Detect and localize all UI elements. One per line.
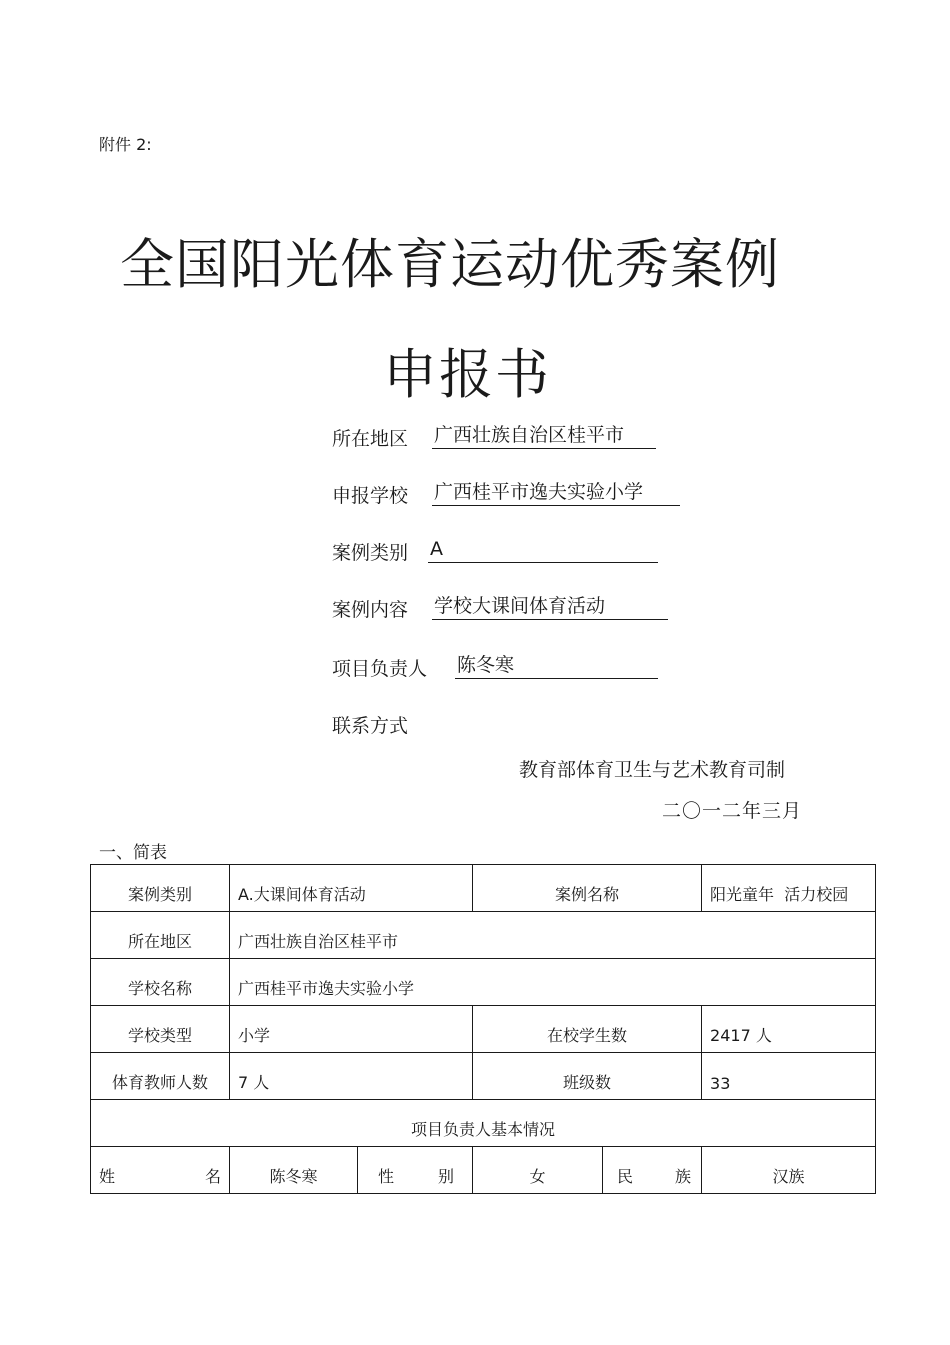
section-title: 一、简表 [99, 843, 167, 863]
case-name-value: 阳光童年 活力校园 [702, 865, 876, 912]
field-label-contact: 联系方式 [332, 715, 409, 737]
gender-label: 性别 [358, 1147, 473, 1194]
ethnicity-value: 汉族 [702, 1147, 876, 1194]
students-value: 2417 人 [702, 1006, 876, 1053]
issuer: 教育部体育卫生与艺术教育司制 [519, 759, 786, 781]
field-value-category: A [428, 536, 658, 563]
students-label: 在校学生数 [473, 1006, 702, 1053]
school-name-value: 广西桂平市逸夫实验小学 [230, 959, 876, 1006]
field-value-content: 学校大课间体育活动 [432, 593, 668, 620]
name-label: 姓名 [91, 1147, 230, 1194]
document-title: 全国阳光体育运动优秀案例 [120, 233, 780, 296]
classes-value: 33 [702, 1053, 876, 1100]
table-row [91, 865, 876, 912]
school-type-value: 小学 [230, 1006, 473, 1053]
pe-teachers-label: 体育教师人数 [91, 1053, 230, 1100]
field-label-school: 申报学校 [332, 485, 409, 507]
summary-table [90, 864, 876, 1194]
table-row [91, 1100, 876, 1147]
gender-value: 女 [473, 1147, 603, 1194]
field-label-category: 案例类别 [332, 542, 409, 564]
table-row [91, 1053, 876, 1100]
case-category-value: A.大课间体育活动 [230, 865, 473, 912]
classes-label: 班级数 [473, 1053, 702, 1100]
leader-section-heading: 项目负责人基本情况 [91, 1100, 876, 1147]
issue-date: 二〇一二年三月 [662, 800, 803, 822]
field-value-region: 广西壮族自治区桂平市 [432, 422, 656, 449]
region-label: 所在地区 [91, 912, 230, 959]
attachment-label: 附件 2: [99, 135, 152, 154]
table-row [91, 959, 876, 1006]
field-label-leader: 项目负责人 [332, 658, 428, 680]
region-value: 广西壮族自治区桂平市 [230, 912, 876, 959]
school-type-label: 学校类型 [91, 1006, 230, 1053]
table-row [91, 1006, 876, 1053]
table-row [91, 1147, 876, 1194]
field-label-content: 案例内容 [332, 599, 409, 621]
case-category-label: 案例类别 [91, 865, 230, 912]
pe-teachers-value: 7 人 [230, 1053, 473, 1100]
ethnicity-label: 民族 [603, 1147, 702, 1194]
case-name-label: 案例名称 [473, 865, 702, 912]
school-name-label: 学校名称 [91, 959, 230, 1006]
document-subtitle: 申报书 [383, 343, 551, 406]
field-label-region: 所在地区 [332, 428, 409, 450]
field-value-school: 广西桂平市逸夫实验小学 [432, 479, 680, 506]
name-value: 陈冬寒 [230, 1147, 358, 1194]
field-value-leader: 陈冬寒 [455, 652, 658, 679]
table-row [91, 912, 876, 959]
